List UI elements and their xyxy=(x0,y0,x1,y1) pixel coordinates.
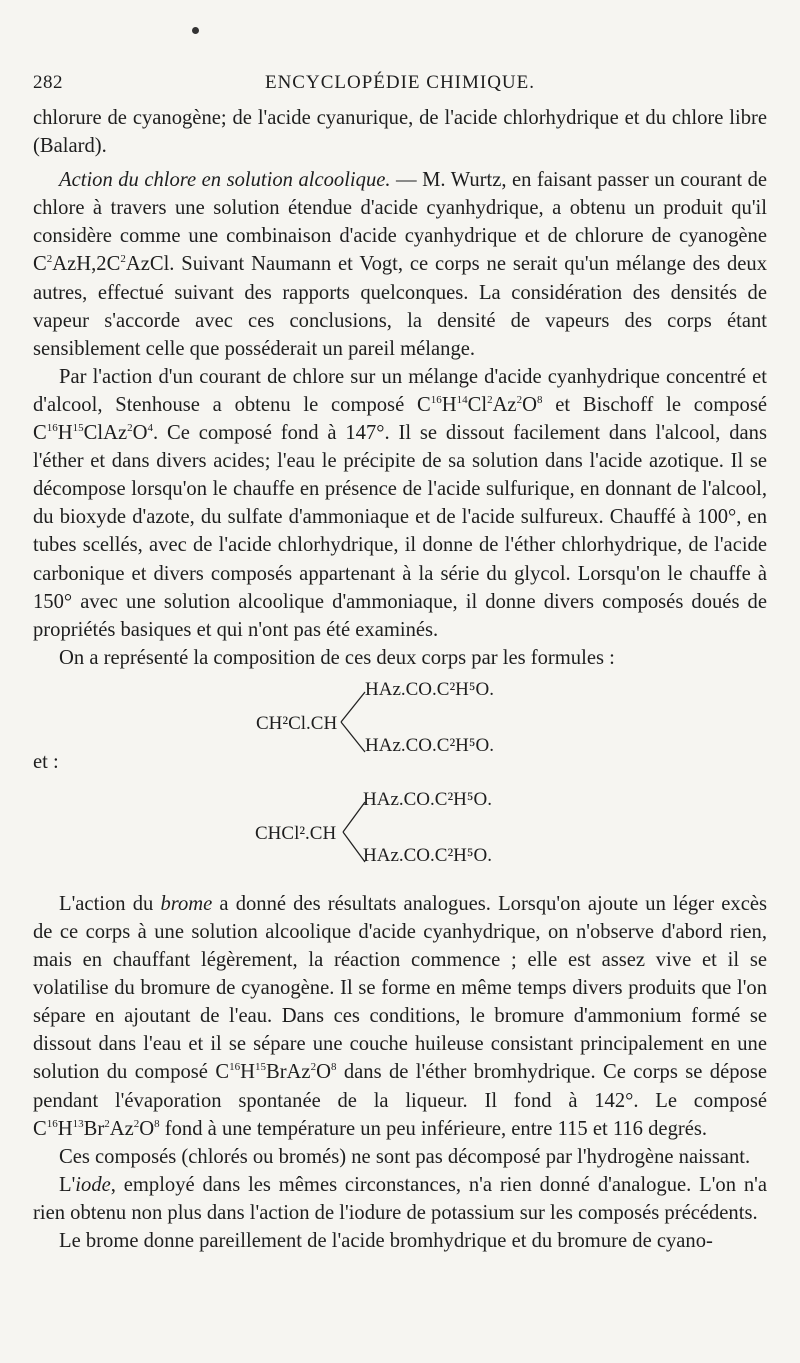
paragraph-8: Le brome donne pareillement de l'acide bromhydrique et du bromure de cyano- xyxy=(59,1230,713,1252)
paragraph-3: Par l'action d'un courant de chlore sur un mélange d'acide cyanhydrique concentré et d'alcool, Stenhouse a obtenu le composé $C^{16}H^{14}Cl^2Az^2O^8$ et Bischoff le composé $C^{16}H^{15}ClAz^2O^4$. Ce composé fond à 147°. Il se dissout facilement dans l'alcool, dans l'éther et dans divers acides; l'eau le précipite de sa solution dans l'acide azotique. Il se décompose lorsqu'on le chauffe en présence de l'acide sulfurique, en donnant de l'alcool, du bioxyde d'azote, du sulfate d'ammoniaque et de l'acide sulfureux. Chauffé à 100°, en tubes scellés, avec de l'acide chlorhydrique, il donne de l'éther chlorhydrique, de l'acide carbonique et divers composés appartenant à la série du glycol. Lorsqu'on le chauffe à 150° avec une solution alcoolique d'ammoniaque, il donne divers composés doués de propriétés basiques et qui n'ont pas été examinés. xyxy=(33,365,767,641)
formula-2-top: HAz.CO.C²H⁵O. xyxy=(363,788,492,810)
et-label: et : xyxy=(33,750,59,773)
formula-2-bottom: HAz.CO.C²H⁵O. xyxy=(363,844,492,866)
paragraph-7: L'iode, employé dans les mêmes circonstances, n'a rien donné d'analogue. L'on n'a rien obtenu non plus dans l'action de l'iodure de potassium sur les composés précédents. xyxy=(33,1173,767,1224)
paragraph-2: Action du chlore en solution alcoolique. — M. Wurtz, en faisant passer un courant de chlore à travers une solution étendue d'acide cyanhydrique, a obtenu un produit qu'il considère comme une combinaison d'acide cyanhydrique et de chlorure de cyanogène $C^2AzH,2C^2AzCl$. Suivant Naumann et Vogt, ce corps ne serait qu'un mélange des deux autres, effectué suivant des rapports quelconques. La considération des densités de vapeur s'accorde avec ces conclusions, la densité de vapeurs des corps étant sensiblement celle que posséderait un pareil mélange. xyxy=(33,169,768,360)
page-header xyxy=(33,72,767,96)
page-number: 282 xyxy=(33,72,63,93)
formula-1-left: CH²Cl.CH xyxy=(256,712,338,734)
formula-1-bottom: HAz.CO.C²H⁵O. xyxy=(365,734,494,756)
section-title: Action du chlore en solution alcoolique. xyxy=(59,169,391,192)
body-text xyxy=(33,104,767,1255)
formula-2 xyxy=(33,786,767,884)
formula-1 xyxy=(33,676,767,774)
paragraph-4: On a représenté la composition de ces deux corps par les formules : xyxy=(59,646,615,669)
paragraph-6: Ces composés (chlorés ou bromés) ne sont pas décomposé par l'hydrogène naissant. xyxy=(59,1145,751,1168)
ink-spot xyxy=(192,27,199,34)
formula-2-left: CHCl².CH xyxy=(255,822,337,844)
formula-1-top: HAz.CO.C²H⁵O. xyxy=(365,678,494,700)
paragraph-5: L'action du brome a donné des résultats analogues. Lorsqu'on ajoute un léger excès de ce corps à une solution alcoolique d'acide cyanhydrique, on n'observe d'abord rien, mais en chauffant légèrement, la réaction commence ; elle est assez vive et il se volatilise du bromure de cyanogène. Il se forme en même temps divers produits que l'on sépare en ajoutant de l'eau. Dans ces conditions, le bromure d'ammonium formé se dissout dans l'eau et il se sépare une couche huileuse consistant principalement en une solution du composé $C^{16}H^{15}BrAz^2O^8$ dans de l'éther bromhydrique. Ce corps se dépose pendant l'évaporation spontanée de la liqueur. Il fond à 142°. Le composé $C^{16}H^{13}Br^2Az^2O^8$ fond à une température un peu inférieure, entre 115 et 116 degrés. xyxy=(33,892,768,1140)
et-label-row xyxy=(33,750,767,786)
running-title: ENCYCLOPÉDIE CHIMIQUE. xyxy=(264,72,536,93)
paragraph-1: chlorure de cyanogène; de l'acide cyanurique, de l'acide chlorhydrique et du chlore libre (Balard). xyxy=(33,107,767,158)
